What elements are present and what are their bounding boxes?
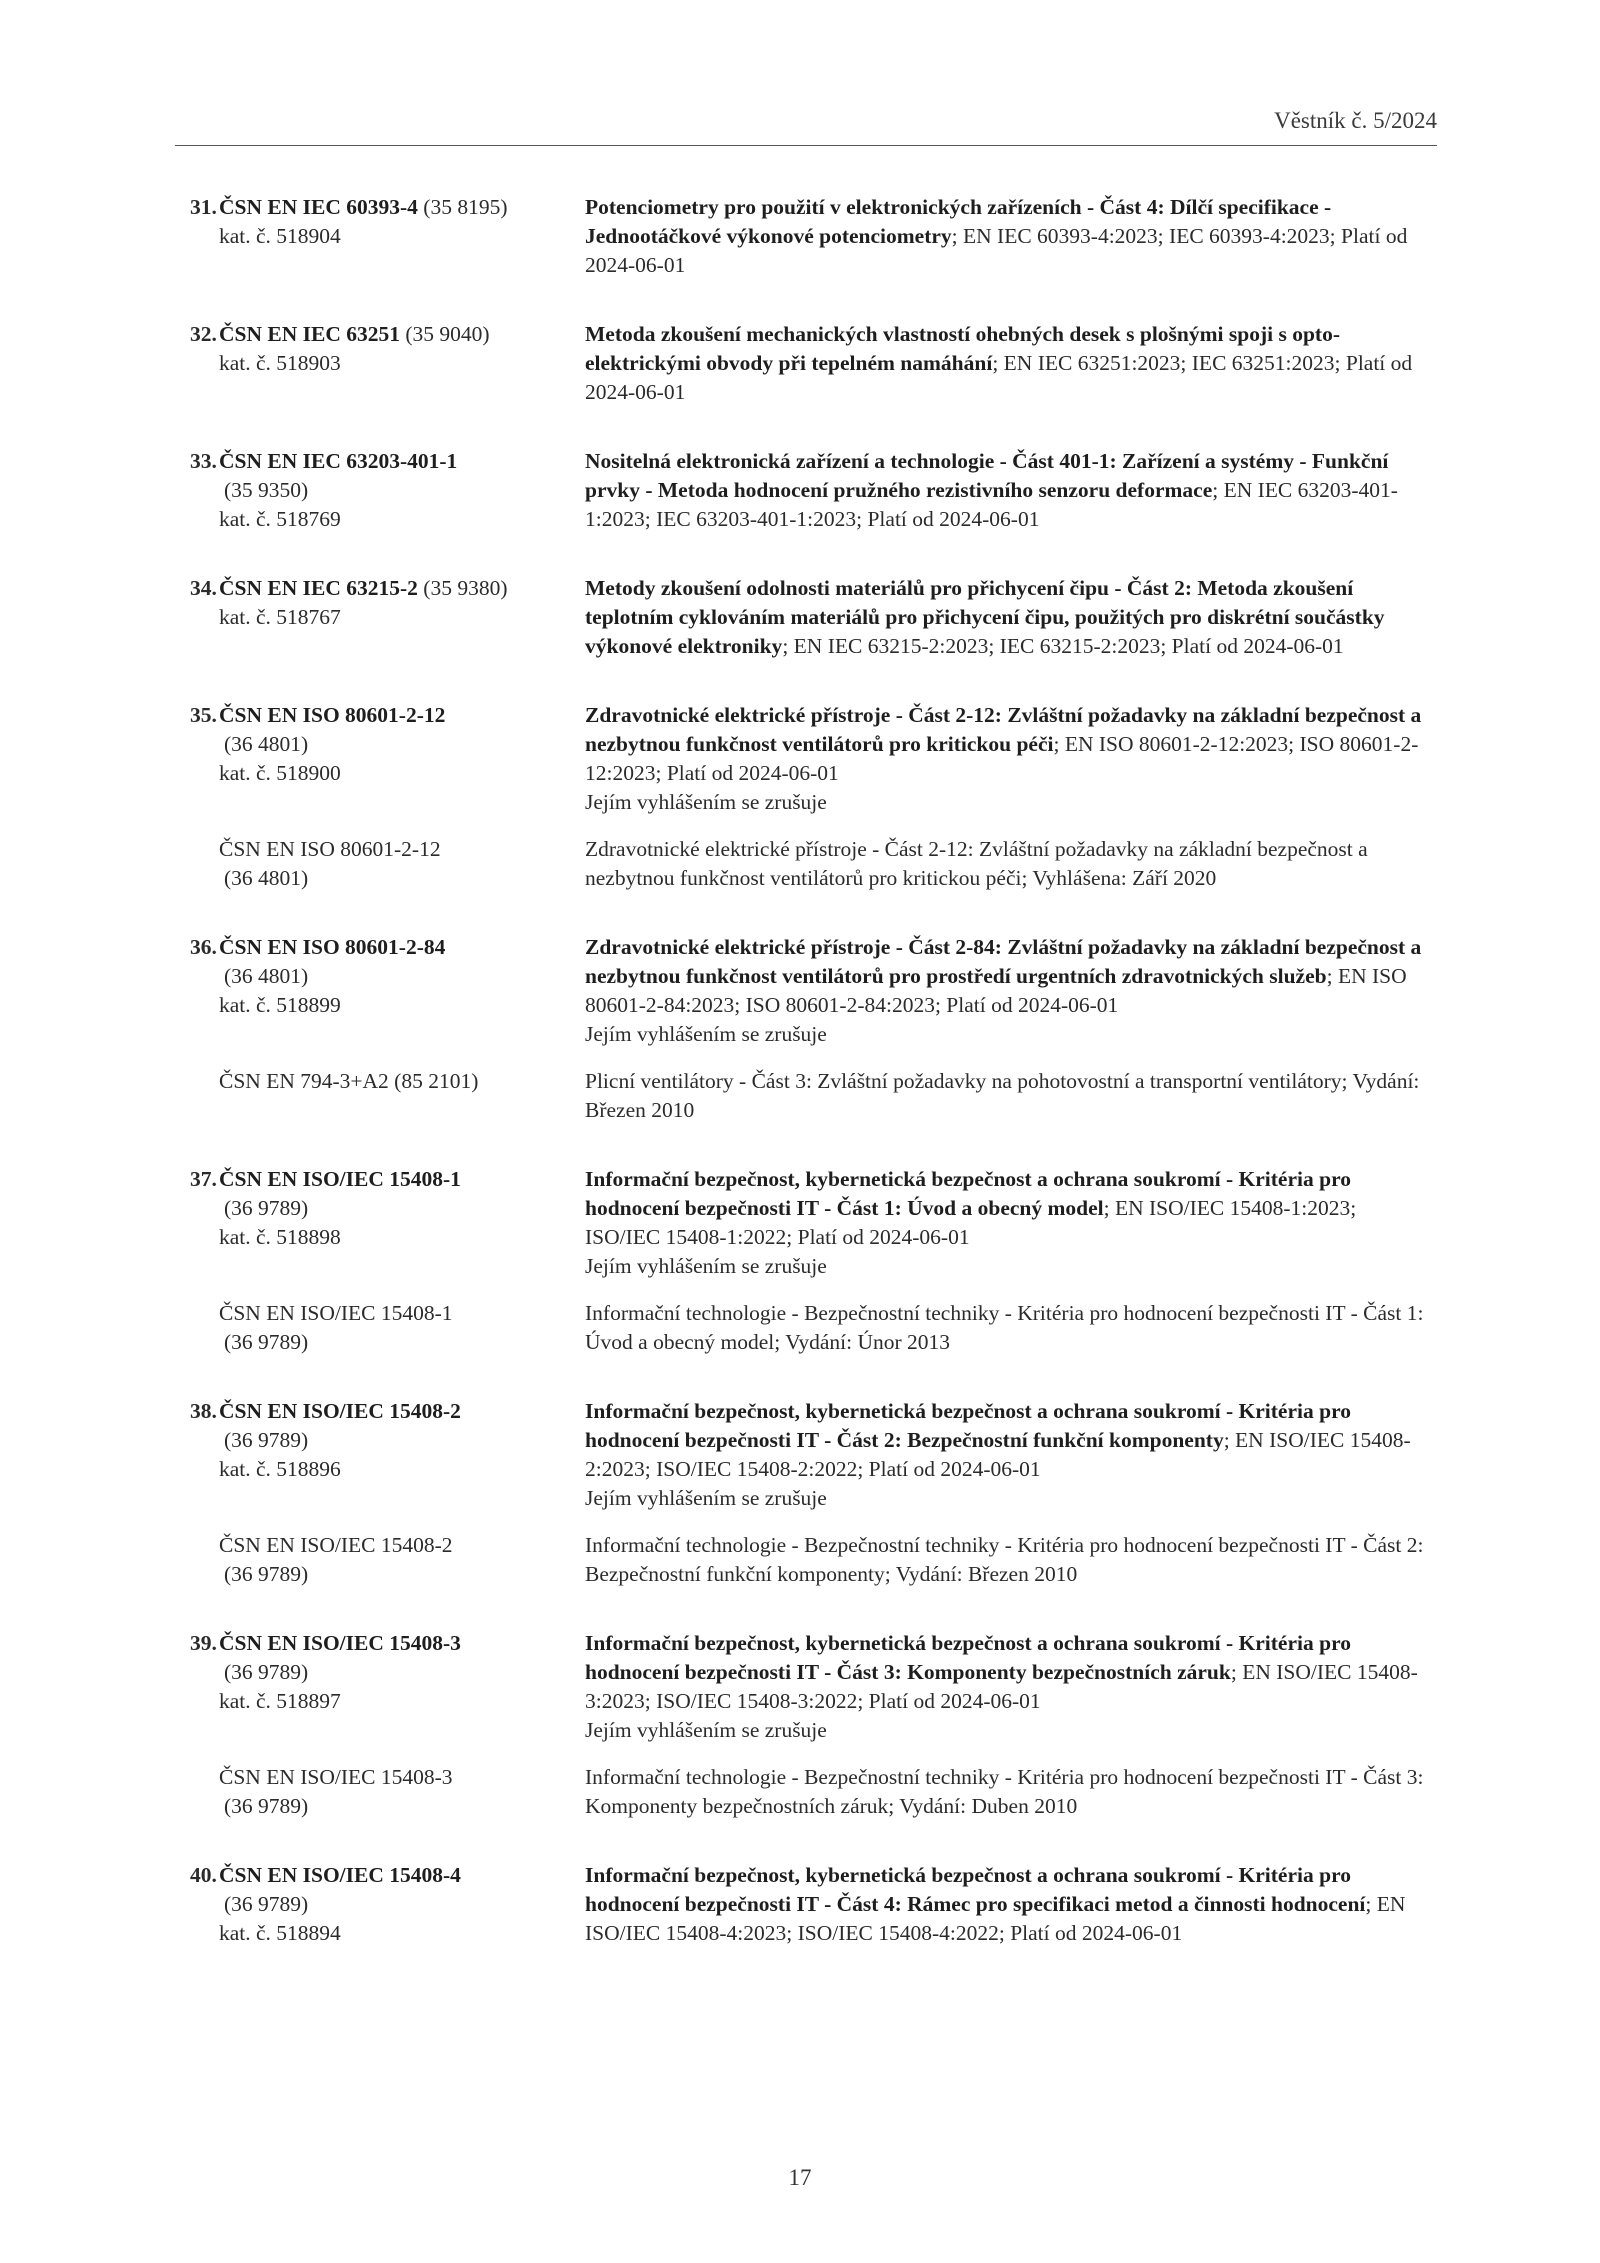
catalog-number: kat. č. 518900 (219, 761, 341, 785)
standard-references: ; EN IEC 63251:2023; IEC 63251:2023; Platí od 2024-06-01 (585, 351, 1413, 404)
page-number: 17 (788, 2165, 812, 2190)
entry-number: 34. (190, 576, 217, 600)
standard-title: Zdravotnické elektrické přístroje - Část 2-84: Zvláštní požadavky na základní bezpečnost a nezbytnou funkčnost ventilátorů pro prostředí urgentních zdravotnických služeb (585, 935, 1422, 988)
standard-designation: ČSN EN ISO 80601-2-12 (219, 703, 446, 727)
replaced-standard-title: Zdravotnické elektrické přístroje - Část 2-12: Zvláštní požadavky na základní bezpečnost a nezbytnou funkčnost ventilátorů pro kritickou péči; Vyhlášena: Září 2020 (585, 837, 1368, 890)
replaced-standard-title: Informační technologie - Bezpečnostní techniky - Kritéria pro hodnocení bezpečnosti IT - Část 3: Komponenty bezpečnostních záruk; Vydání: Duben 2010 (585, 1765, 1424, 1818)
cancellation-note: Jejím vyhlášením se zrušuje (585, 1022, 827, 1046)
standard-designation: ČSN EN ISO/IEC 15408-2 (219, 1399, 461, 1423)
standard-references: ; EN ISO 80601-2-12:2023; ISO 80601-2-12:2023; Platí od 2024-06-01 (585, 732, 1419, 785)
replaced-standard: ČSN EN ISO 80601-2-12 (219, 837, 441, 861)
page-header-title: Věstník č. 5/2024 (1274, 108, 1437, 133)
catalog-number: kat. č. 518897 (219, 1689, 341, 1713)
standard-entry (190, 1165, 1440, 1357)
standard-entry (190, 320, 1440, 407)
standard-references: ; EN ISO/IEC 15408-1:2023; ISO/IEC 15408-1:2022; Platí od 2024-06-01 (585, 1196, 1357, 1249)
replaced-standard-title: Informační technologie - Bezpečnostní techniky - Kritéria pro hodnocení bezpečnosti IT - Část 1: Úvod a obecný model; Vydání: Únor 2013 (585, 1301, 1424, 1354)
standard-title: Metoda zkoušení mechanických vlastností ohebných desek s plošnými spoji s opto-elektrickými obvody při tepelném namáhání (585, 322, 1340, 375)
entry-number: 39. (190, 1631, 217, 1655)
catalog-number: kat. č. 518894 (219, 1921, 341, 1945)
standard-designation: ČSN EN IEC 60393-4 (219, 195, 418, 219)
header-divider (175, 145, 1437, 146)
standard-designation: ČSN EN ISO/IEC 15408-1 (219, 1167, 461, 1191)
cancellation-note: Jejím vyhlášením se zrušuje (585, 1486, 827, 1510)
standard-designation: ČSN EN ISO/IEC 15408-3 (219, 1631, 461, 1655)
replaced-class-code: (36 9789) (224, 1330, 309, 1354)
replaced-class-code: (36 4801) (224, 866, 309, 890)
standard-title: Potenciometry pro použití v elektronických zařízeních - Část 4: Dílčí specifikace - Jednootáčkové výkonové potenciometry (585, 195, 1332, 248)
entry-number: 33. (190, 449, 217, 473)
replaced-standard-title: Plicní ventilátory - Část 3: Zvláštní požadavky na pohotovostní a transportní ventilátory; Vydání: Březen 2010 (585, 1069, 1420, 1122)
standard-title: Zdravotnické elektrické přístroje - Část 2-12: Zvláštní požadavky na základní bezpečnost a nezbytnou funkčnost ventilátorů pro kritickou péči (585, 703, 1422, 756)
standard-entry (190, 933, 1440, 1125)
standard-entry (190, 193, 1440, 280)
cancellation-note: Jejím vyhlášením se zrušuje (585, 1718, 827, 1742)
standard-entry (190, 1629, 1440, 1821)
standard-title: Informační bezpečnost, kybernetická bezpečnost a ochrana soukromí - Kritéria pro hodnocení bezpečnosti IT - Část 1: Úvod a obecný model (585, 1167, 1351, 1220)
catalog-number: kat. č. 518898 (219, 1225, 341, 1249)
entry-number: 32. (190, 322, 217, 346)
standard-class-code: (36 9789) (224, 1428, 309, 1452)
standard-entry (190, 1397, 1440, 1589)
standard-title: Informační bezpečnost, kybernetická bezpečnost a ochrana soukromí - Kritéria pro hodnocení bezpečnosti IT - Část 2: Bezpečnostní funkční komponenty (585, 1399, 1351, 1452)
standard-references: ; EN IEC 63203-401-1:2023; IEC 63203-401-1:2023; Platí od 2024-06-01 (585, 478, 1398, 531)
entry-number: 38. (190, 1399, 217, 1423)
catalog-number: kat. č. 518903 (219, 351, 341, 375)
standard-class-code: (35 9350) (224, 478, 309, 502)
standard-designation: ČSN EN IEC 63215-2 (219, 576, 418, 600)
standard-references: ; EN ISO/IEC 15408-2:2023; ISO/IEC 15408-2:2022; Platí od 2024-06-01 (585, 1428, 1411, 1481)
entry-number: 40. (190, 1863, 217, 1887)
standard-entry (190, 447, 1440, 534)
standard-entry (190, 574, 1440, 661)
entry-number: 36. (190, 935, 217, 959)
standard-class-code: (35 9380) (423, 576, 508, 600)
standard-class-code: (36 9789) (224, 1196, 309, 1220)
catalog-number: kat. č. 518899 (219, 993, 341, 1017)
standard-designation: ČSN EN ISO/IEC 15408-4 (219, 1863, 461, 1887)
replaced-standard-title: Informační technologie - Bezpečnostní techniky - Kritéria pro hodnocení bezpečnosti IT - Část 2: Bezpečnostní funkční komponenty; Vydání: Březen 2010 (585, 1533, 1424, 1586)
standard-references: ; EN ISO 80601-2-84:2023; ISO 80601-2-84:2023; Platí od 2024-06-01 (585, 964, 1407, 1017)
entry-number: 37. (190, 1167, 217, 1191)
entry-number: 35. (190, 703, 217, 727)
standard-title: Informační bezpečnost, kybernetická bezpečnost a ochrana soukromí - Kritéria pro hodnocení bezpečnosti IT - Část 4: Rámec pro specifikaci metod a činnosti hodnocení (585, 1863, 1366, 1916)
standard-entry (190, 701, 1440, 893)
standard-title: Informační bezpečnost, kybernetická bezpečnost a ochrana soukromí - Kritéria pro hodnocení bezpečnosti IT - Část 3: Komponenty bezpečnostních záruk (585, 1631, 1351, 1684)
replaced-standard: ČSN EN 794-3+A2 (85 2101) (219, 1069, 479, 1093)
standard-class-code: (36 9789) (224, 1660, 309, 1684)
entry-number: 31. (190, 195, 217, 219)
standard-references: ; EN ISO/IEC 15408-3:2023; ISO/IEC 15408-3:2022; Platí od 2024-06-01 (585, 1660, 1418, 1713)
replaced-class-code: (36 9789) (224, 1794, 309, 1818)
catalog-number: kat. č. 518896 (219, 1457, 341, 1481)
standard-class-code: (36 9789) (224, 1892, 309, 1916)
standard-class-code: (35 9040) (405, 322, 490, 346)
cancellation-note: Jejím vyhlášením se zrušuje (585, 1254, 827, 1278)
standard-class-code: (36 4801) (224, 964, 309, 988)
standard-references: ; EN IEC 60393-4:2023; IEC 60393-4:2023; Platí od 2024-06-01 (585, 224, 1408, 277)
replaced-standard: ČSN EN ISO/IEC 15408-2 (219, 1533, 453, 1557)
standard-designation: ČSN EN IEC 63251 (219, 322, 400, 346)
standard-class-code: (35 8195) (423, 195, 508, 219)
catalog-number: kat. č. 518904 (219, 224, 341, 248)
replaced-standard: ČSN EN ISO/IEC 15408-1 (219, 1301, 453, 1325)
standard-title: Nositelná elektronická zařízení a technologie - Část 401-1: Zařízení a systémy - Funkční prvky - Metoda hodnocení pružného rezistivního senzoru deformace (585, 449, 1389, 502)
cancellation-note: Jejím vyhlášením se zrušuje (585, 790, 827, 814)
replaced-standard: ČSN EN ISO/IEC 15408-3 (219, 1765, 453, 1789)
replaced-class-code: (36 9789) (224, 1562, 309, 1586)
standard-references: ; EN ISO/IEC 15408-4:2023; ISO/IEC 15408-4:2022; Platí od 2024-06-01 (585, 1892, 1406, 1945)
standard-designation: ČSN EN IEC 63203-401-1 (219, 449, 458, 473)
standard-references: ; EN IEC 63215-2:2023; IEC 63215-2:2023; Platí od 2024-06-01 (782, 634, 1344, 658)
catalog-number: kat. č. 518769 (219, 507, 341, 531)
standard-title: Metody zkoušení odolnosti materiálů pro přichycení čipu - Část 2: Metoda zkoušení teplotním cyklováním materiálů pro přichycení čipu, použitých pro diskrétní součástky výkonové elektroniky (585, 576, 1385, 658)
standards-list (190, 193, 1440, 1988)
standard-designation: ČSN EN ISO 80601-2-84 (219, 935, 446, 959)
standard-class-code: (36 4801) (224, 732, 309, 756)
standard-entry (190, 1861, 1440, 1948)
catalog-number: kat. č. 518767 (219, 605, 341, 629)
